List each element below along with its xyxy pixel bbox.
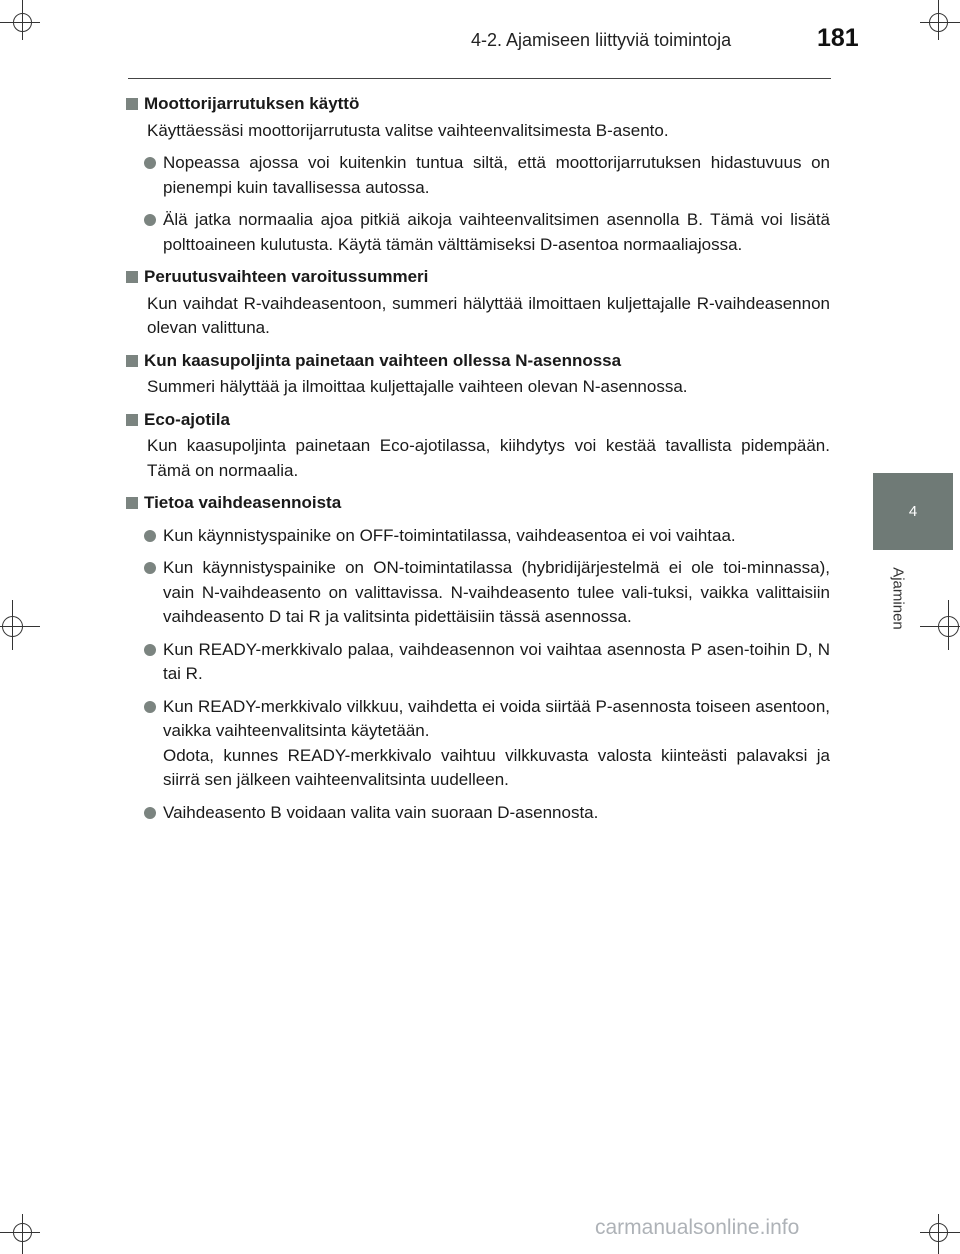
round-bullet-icon — [144, 644, 156, 656]
chapter-tab-label: Ajaminen — [889, 567, 907, 630]
list-item — [126, 208, 830, 257]
list-item-text: Kun READY-merkkivalo palaa, vaihdeasennon voi vaihtaa asennosta P asen-toihin D, N tai R. — [163, 639, 830, 683]
chapter-tab-number: 4 — [908, 503, 918, 520]
heading-text: Moottorijarrutuksen käyttö — [144, 94, 360, 113]
section-paragraph: Kun vaihdat R-vaihdeasentoon, summeri hälyttää ilmoittaen kuljettajalle R-vaihdeasennon olevan valittuna. — [147, 293, 830, 337]
section-heading — [126, 92, 830, 117]
list-item — [126, 638, 830, 687]
list-item — [126, 151, 830, 200]
heading-text: Peruutusvaihteen varoitussummeri — [144, 267, 429, 286]
crop-mark-top-left — [0, 0, 40, 40]
list-item-text: Nopeassa ajossa voi kuitenkin tuntua siltä, että moottorijarrutuksen hidastuvuus on pienempi kuin tavallisessa autossa. — [163, 153, 830, 197]
section-paragraph: Kun kaasupoljinta painetaan Eco-ajotilassa, kiihdytys voi kestää tavallista pidempään. Tämä on normaalia. — [147, 436, 830, 480]
round-bullet-icon — [144, 157, 156, 169]
round-bullet-icon — [144, 807, 156, 819]
round-bullet-icon — [144, 530, 156, 542]
heading-text: Tietoa vaihdeasennoista — [144, 493, 342, 512]
header-rule — [128, 78, 831, 79]
list-item-text: Älä jatka normaalia ajoa pitkiä aikoja vaihteenvalitsimen asennolla B. Tämä voi lisätä polttoaineen kulutusta. Käytä tämän välttämiseksi D-asentoa normaaliajossa. — [163, 210, 830, 254]
list-item-text: Vaihdeasento B voidaan valita vain suoraan D-asennosta. — [163, 802, 599, 822]
square-bullet-icon — [126, 497, 138, 509]
section-heading — [126, 491, 830, 516]
list-item — [126, 801, 830, 826]
list-item-text: Kun käynnistyspainike on OFF-toimintatilassa, vaihdeasentoa ei voi vaihtaa. — [163, 525, 736, 545]
list-item-text: Kun READY-merkkivalo vilkkuu, vaihdetta ei voida siirtää P-asennosta toiseen asentoon, vaikka vaihteenvalitsinta käytetään. — [163, 696, 830, 740]
crop-mark-bottom-left — [0, 1214, 40, 1254]
list-item — [126, 524, 830, 549]
list-item-text: Kun käynnistyspainike on ON-toimintatilassa (hybridijärjestelmä ei ole toi-minnassa), vain N-vaihdeasento on valittavissa. N-vaihdeasento tulee vali-tuksi, vaikka valittaisiin vaihdeasento D tai R ja valitsinta pidettäisiin tässä asennossa. — [163, 558, 830, 626]
watermark: carmanualsonline.info — [595, 1216, 800, 1239]
section-heading — [126, 408, 830, 433]
square-bullet-icon — [126, 271, 138, 283]
crop-mark-left-middle — [0, 600, 40, 650]
section-heading — [126, 349, 830, 374]
list-item-text-continued: Odota, kunnes READY-merkkivalo vaihtuu vilkkuvasta valosta kiinteästi palavaksi ja siirrä sen jälkeen vaihteenvalitsinta uudelleen. — [163, 745, 830, 789]
page-number: 181 — [817, 24, 859, 52]
section-paragraph: Summeri hälyttää ja ilmoittaa kuljettajalle vaihteen olevan N-asennossa. — [147, 377, 688, 396]
chapter-tab — [873, 473, 953, 550]
header-section-title: 4-2. Ajamiseen liittyviä toimintoja — [471, 30, 732, 50]
heading-text: Kun kaasupoljinta painetaan vaihteen ollessa N-asennossa — [144, 350, 622, 370]
list-item — [126, 695, 830, 793]
section-heading — [126, 265, 830, 290]
crop-mark-right-middle — [920, 600, 960, 650]
crop-mark-top-right — [920, 0, 960, 40]
round-bullet-icon — [144, 214, 156, 226]
square-bullet-icon — [126, 414, 138, 426]
page-content — [126, 92, 830, 825]
square-bullet-icon — [126, 98, 138, 110]
crop-mark-bottom-right — [920, 1214, 960, 1254]
round-bullet-icon — [144, 701, 156, 713]
section-paragraph: Käyttäessäsi moottorijarrutusta valitse vaihteenvalitsimesta B-asento. — [147, 120, 669, 140]
heading-text: Eco-ajotila — [144, 409, 230, 429]
chapter-tab-label-wrap — [881, 560, 911, 650]
square-bullet-icon — [126, 355, 138, 367]
list-item — [126, 556, 830, 630]
round-bullet-icon — [144, 562, 156, 574]
